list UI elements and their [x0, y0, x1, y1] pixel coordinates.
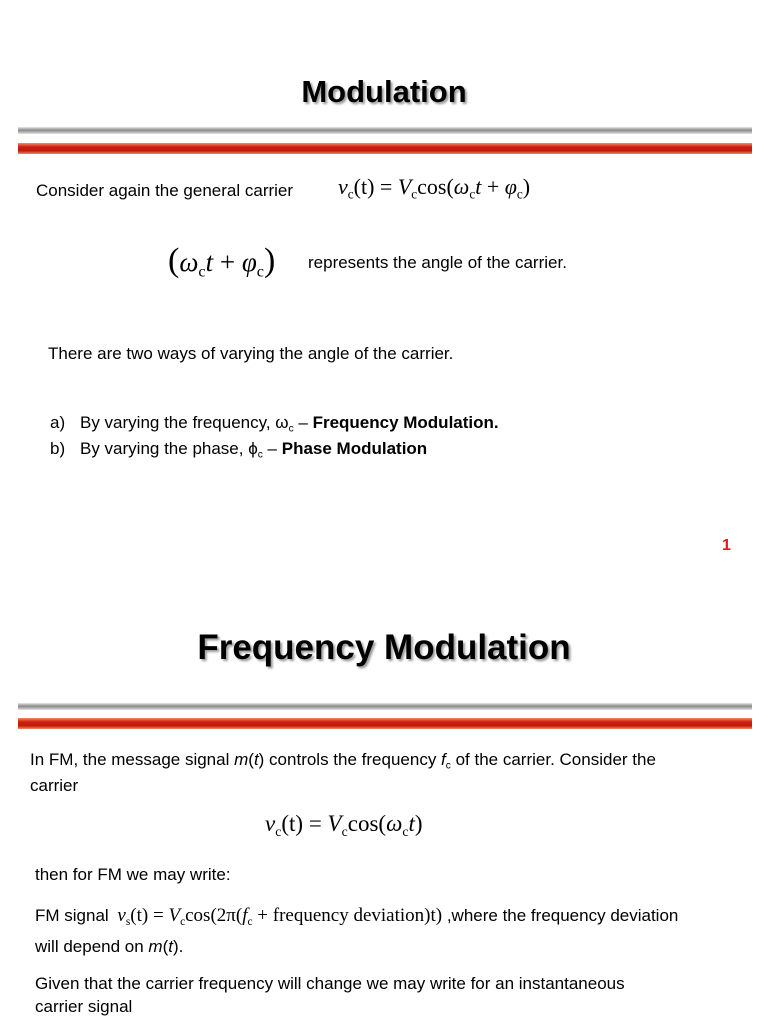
- intro1-c: ) controls the frequency: [258, 750, 442, 769]
- item-b-marker: b): [50, 439, 66, 458]
- intro1-a: In FM, the message signal: [30, 750, 235, 769]
- fm-cos: cos(2π(: [185, 905, 243, 926]
- eq-arg: (t): [353, 174, 375, 199]
- fm-V: V: [168, 905, 181, 926]
- c2-arg: (t): [281, 811, 304, 836]
- angle-close: ): [263, 242, 276, 279]
- angle-phi-sub: c: [256, 262, 264, 281]
- slide2-intro-line2: carrier: [30, 776, 79, 795]
- slide1-angle-expression: [168, 242, 275, 282]
- item-b-dash: –: [262, 439, 282, 458]
- slide2-red-rule: [18, 718, 752, 729]
- fm-label: FM signal: [35, 906, 109, 925]
- eq-omega-sub: c: [469, 186, 476, 202]
- c2-close: ): [414, 811, 423, 836]
- slide2-title: Frequency Modulation: [197, 628, 571, 667]
- item-a-text: By varying the frequency, ω: [80, 413, 289, 432]
- eq-amplitude: V: [397, 174, 412, 199]
- angle-omega: ω: [179, 247, 199, 277]
- intro1-m: m: [234, 750, 249, 769]
- eq-v: v: [338, 174, 348, 199]
- eq-phi-sub: c: [516, 186, 523, 202]
- item-b-text: By varying the phase, ϕ: [80, 439, 258, 458]
- item-a-dash: –: [293, 413, 313, 432]
- item-b-bold: Phase Modulation: [281, 439, 428, 458]
- slide1-page-number: 1: [722, 537, 731, 554]
- fm-eq: =: [148, 905, 169, 926]
- eq-t: t: [475, 174, 482, 199]
- eq-equals: =: [374, 174, 398, 199]
- slide2-depend-line: [35, 937, 183, 957]
- slide1-list-item-a: [50, 413, 499, 435]
- depend-a: will depend on: [35, 937, 149, 956]
- intro1-b: (: [248, 750, 254, 769]
- angle-phi: φ: [241, 247, 257, 277]
- angle-plus: +: [213, 247, 242, 277]
- item-a-sub: c: [288, 423, 294, 435]
- eq-omega: ω: [453, 174, 470, 199]
- item-a-bold: Frequency Modulation.: [312, 413, 499, 432]
- fm-after: ,where the frequency deviation: [442, 906, 679, 925]
- intro1-t: t: [253, 750, 259, 769]
- item-b-sub: c: [257, 449, 263, 461]
- c2-v: v: [265, 811, 276, 836]
- depend-t: t: [168, 937, 173, 956]
- eq-plus: +: [481, 174, 505, 199]
- c2-osub: c: [402, 823, 409, 839]
- c2-t: t: [408, 811, 415, 836]
- c2-vsub: c: [275, 823, 282, 839]
- slide1-title: Modulation: [301, 74, 467, 109]
- eq-v-sub: c: [347, 186, 354, 202]
- slide2-grey-rule: [18, 703, 752, 710]
- slide2-intro-line1: [30, 750, 656, 772]
- slide1-grey-rule: [18, 127, 752, 134]
- eq-close: ): [522, 174, 531, 199]
- depend-c: ).: [173, 937, 184, 956]
- slide1-angle-text: represents the angle of the carrier.: [308, 253, 567, 272]
- fm-f: f: [242, 905, 248, 926]
- c2-V: V: [327, 811, 342, 836]
- depend-m: m: [148, 937, 163, 956]
- item-a-marker: a): [50, 413, 66, 432]
- slide1-carrier-equation: [338, 174, 530, 203]
- intro1-d: of the carrier. Consider the: [450, 750, 656, 769]
- slide1-ways-text: There are two ways of varying the angle of the carrier.: [48, 344, 454, 363]
- c2-omega: ω: [386, 811, 403, 836]
- fm-plus: + frequency deviation: [252, 905, 425, 926]
- slide2-carrier-equation: [265, 811, 423, 840]
- slide2-given-line1: Given that the carrier frequency will change we may write for an instantaneous: [35, 974, 625, 993]
- intro1-fsub: c: [445, 760, 451, 772]
- angle-open: (: [168, 242, 180, 279]
- angle-t: t: [205, 247, 214, 277]
- angle-omega-sub: c: [198, 262, 206, 281]
- eq-cos: cos(: [417, 174, 454, 199]
- fm-Vsub: c: [180, 915, 186, 928]
- c2-cos: cos(: [347, 811, 387, 836]
- c2-Vsub: c: [341, 823, 348, 839]
- slide2-fm-signal-line: [35, 905, 678, 928]
- slide1-intro-text: Consider again the general carrier: [36, 181, 294, 200]
- c2-eq: =: [303, 811, 328, 836]
- eq-phi: φ: [504, 174, 517, 199]
- slide2-given-line2: carrier signal: [35, 997, 133, 1016]
- slide1-red-rule: [18, 143, 752, 154]
- fm-arg: (t): [130, 905, 149, 926]
- fm-fsub: c: [247, 915, 253, 928]
- intro1-f: f: [441, 750, 446, 769]
- fm-v: v: [117, 905, 126, 926]
- slide1-list-item-b: [50, 439, 427, 461]
- slide2-then-text: then for FM we may write:: [35, 865, 231, 884]
- eq-amplitude-sub: c: [411, 186, 418, 202]
- depend-b: (: [162, 937, 169, 956]
- fm-equation: [117, 905, 442, 926]
- fm-vsub: s: [125, 915, 131, 928]
- fm-close: )t): [424, 905, 443, 926]
